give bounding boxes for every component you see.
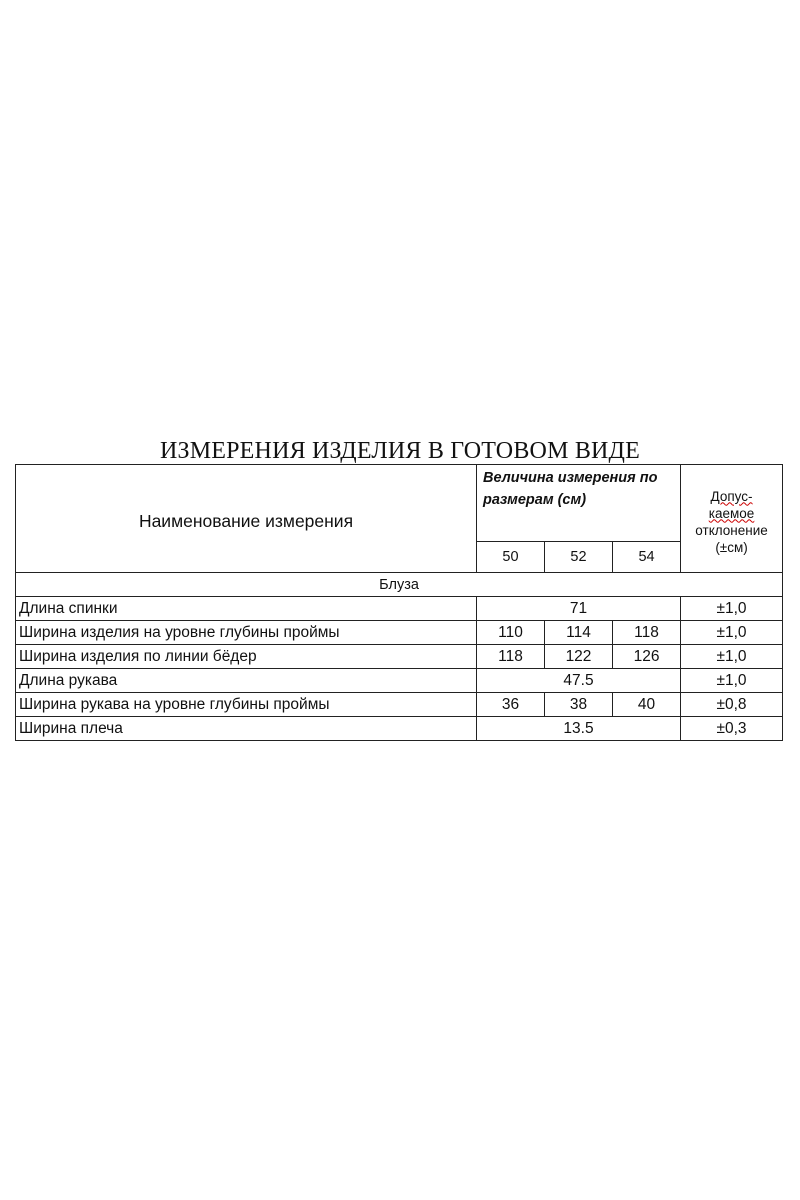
tolerance-header-line4: (±см) xyxy=(715,539,748,555)
row-tolerance: ±0,8 xyxy=(681,693,783,717)
header-row xyxy=(16,465,783,542)
table-row xyxy=(16,597,783,621)
tolerance-header-line2: каемое xyxy=(708,505,755,521)
table-row xyxy=(16,693,783,717)
row-value-52: 122 xyxy=(545,645,613,669)
row-name: Длина рукава xyxy=(16,669,477,693)
row-tolerance: ±1,0 xyxy=(681,621,783,645)
row-value-54: 126 xyxy=(613,645,681,669)
row-value-50: 36 xyxy=(477,693,545,717)
row-name: Ширина плеча xyxy=(16,717,477,741)
document-title: ИЗМЕРЕНИЯ ИЗДЕЛИЯ В ГОТОВОМ ВИДЕ xyxy=(159,438,640,464)
row-value-54: 118 xyxy=(613,621,681,645)
table-row xyxy=(16,717,783,741)
row-name: Длина спинки xyxy=(16,597,477,621)
size-header-50: 50 xyxy=(477,542,545,573)
row-merged-value: 13.5 xyxy=(477,717,681,741)
measurement-name-header: Наименование измерения xyxy=(16,465,477,573)
row-value-52: 38 xyxy=(545,693,613,717)
row-name: Ширина изделия на уровне глубины проймы xyxy=(16,621,477,645)
row-value-50: 118 xyxy=(477,645,545,669)
row-value-50: 110 xyxy=(477,621,545,645)
table-row xyxy=(16,621,783,645)
row-merged-value: 47.5 xyxy=(477,669,681,693)
row-name: Ширина изделия по линии бёдер xyxy=(16,645,477,669)
table-row xyxy=(16,669,783,693)
row-tolerance: ±1,0 xyxy=(681,597,783,621)
row-merged-value: 71 xyxy=(477,597,681,621)
section-title: Блуза xyxy=(16,573,783,597)
size-header-52: 52 xyxy=(545,542,613,573)
section-row xyxy=(16,573,783,597)
tolerance-header-line3: отклонение xyxy=(695,522,768,538)
measurements-table xyxy=(15,464,783,741)
size-header-54: 54 xyxy=(613,542,681,573)
row-value-52: 114 xyxy=(545,621,613,645)
tolerance-header-line1: Допус- xyxy=(710,488,753,504)
row-tolerance: ±0,3 xyxy=(681,717,783,741)
tolerance-header xyxy=(681,465,783,573)
row-value-54: 40 xyxy=(613,693,681,717)
size-group-header: Величина измерения по размерам (см) xyxy=(477,465,681,542)
row-name: Ширина рукава на уровне глубины проймы xyxy=(16,693,477,717)
row-tolerance: ±1,0 xyxy=(681,645,783,669)
row-tolerance: ±1,0 xyxy=(681,669,783,693)
table-row xyxy=(16,645,783,669)
